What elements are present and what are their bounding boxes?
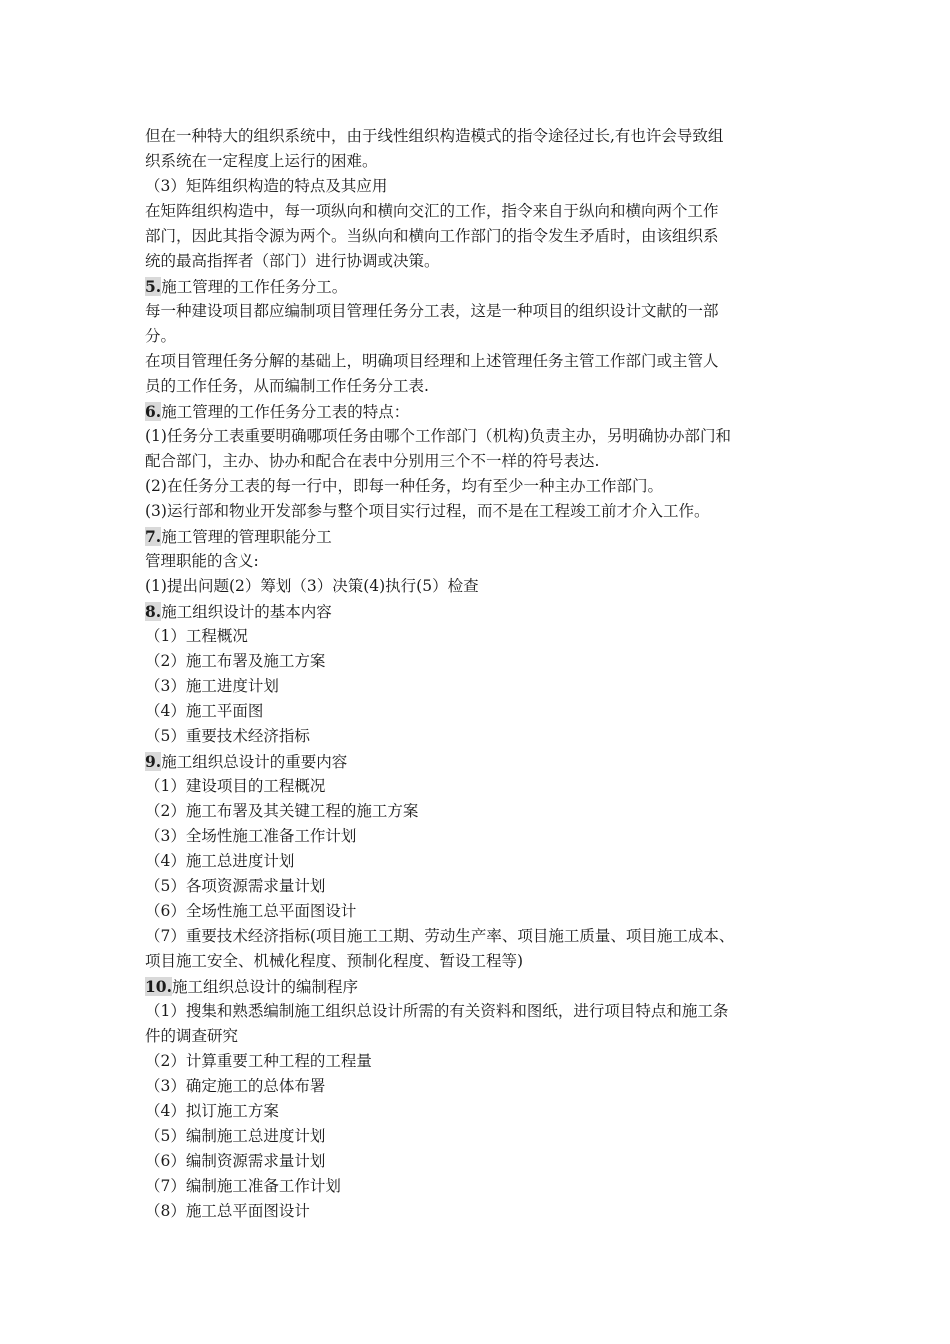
line-text: （5）各项资源需求量计划: [145, 877, 326, 895]
line-text: （6）编制资源需求量计划: [145, 1152, 326, 1170]
line-text: （7）编制施工准备工作计划: [145, 1177, 341, 1195]
section-heading: [145, 399, 825, 424]
line-text: 部门，因此其指令源为两个。当纵向和横向工作部门的指令发生矛盾时，由该组织系: [145, 227, 719, 245]
text-line: [145, 1074, 825, 1099]
section-heading: [145, 974, 825, 999]
line-text: 在项目管理任务分解的基础上，明确项目经理和上述管理任务主管工作部门或主管人: [145, 352, 719, 370]
section-number: 5.: [145, 277, 162, 296]
text-line: [145, 849, 825, 874]
line-text: (3)运行部和物业开发部参与整个项目实行过程，而不是在工程竣工前才介入工作。: [145, 502, 710, 520]
text-line: [145, 899, 825, 924]
text-line: [145, 874, 825, 899]
line-text: 施工管理的管理职能分工: [161, 528, 332, 546]
line-text: （8）施工总平面图设计: [145, 1202, 310, 1220]
text-line: [145, 1199, 825, 1224]
text-line: [145, 149, 825, 174]
line-text: 每一种建设项目都应编制项目管理任务分工表，这是一种项目的组织设计文献的一部: [145, 302, 719, 320]
line-text: 在矩阵组织构造中，每一项纵向和横向交汇的工作，指令来自于纵向和横向两个工作: [145, 202, 719, 220]
text-line: [145, 474, 825, 499]
text-line: [145, 1049, 825, 1074]
line-text: 管理职能的含义:: [145, 552, 259, 570]
text-line: [145, 649, 825, 674]
line-text: （2）施工布署及施工方案: [145, 652, 326, 670]
line-text: （1）工程概况: [145, 627, 248, 645]
text-line: [145, 699, 825, 724]
section-number: 7.: [145, 527, 162, 546]
text-line: [145, 349, 825, 374]
line-text: 施工管理的工作任务分工表的特点：: [161, 403, 410, 421]
text-line: [145, 799, 825, 824]
section-heading: [145, 599, 825, 624]
line-text: 项目施工安全、机械化程度、预制化程度、暂设工程等): [145, 952, 524, 970]
line-text: 施工组织设计的基本内容: [161, 603, 332, 621]
text-line: [145, 424, 825, 449]
line-text: (1)提出问题(2）筹划（3）决策(4)执行(5）检查: [145, 577, 479, 595]
line-text: 件的调查研究: [145, 1027, 239, 1045]
line-text: (2)在任务分工表的每一行中，即每一种任务，均有至少一种主办工作部门。: [145, 477, 663, 495]
document-body: [145, 124, 825, 1224]
line-text: 织系统在一定程度上运行的困难。: [145, 152, 378, 170]
text-line: [145, 124, 825, 149]
section-heading: [145, 749, 825, 774]
text-line: [145, 199, 825, 224]
text-line: [145, 299, 825, 324]
section-number: 8.: [145, 602, 162, 621]
section-heading: [145, 524, 825, 549]
line-text: （6）全场性施工总平面图设计: [145, 902, 357, 920]
text-line: [145, 1124, 825, 1149]
line-text: 但在一种特大的组织系统中，由于线性组织构造模式的指令途径过长,有也许会导致组: [145, 127, 724, 145]
line-text: （5）重要技术经济指标: [145, 727, 310, 745]
text-line: [145, 949, 825, 974]
line-text: 统的最高指挥者（部门）进行协调或决策。: [145, 252, 440, 270]
text-line: [145, 924, 825, 949]
line-text: （1）搜集和熟悉编制施工组织总设计所需的有关资料和图纸，进行项目特点和施工条: [145, 1002, 729, 1020]
line-text: （3）全场性施工准备工作计划: [145, 827, 357, 845]
text-line: [145, 174, 825, 199]
text-line: [145, 449, 825, 474]
text-line: [145, 724, 825, 749]
text-line: [145, 574, 825, 599]
section-number: 9.: [145, 752, 162, 771]
line-text: 施工组织总设计的编制程序: [171, 978, 358, 996]
line-text: （7）重要技术经济指标(项目施工工期、劳动生产率、项目施工质量、项目施工成本、: [145, 927, 735, 945]
text-line: [145, 824, 825, 849]
line-text: （2）计算重要工种工程的工程量: [145, 1052, 372, 1070]
line-text: (1)任务分工表重要明确哪项任务由哪个工作部门（机构)负责主办，另明确协办部门和: [145, 427, 732, 445]
line-text: （4）拟订施工方案: [145, 1102, 279, 1120]
text-line: [145, 499, 825, 524]
text-line: [145, 999, 825, 1024]
line-text: （3）确定施工的总体布署: [145, 1077, 326, 1095]
text-line: [145, 324, 825, 349]
text-line: [145, 1174, 825, 1199]
line-text: （2）施工布署及其关键工程的施工方案: [145, 802, 419, 820]
text-line: [145, 374, 825, 399]
text-line: [145, 549, 825, 574]
line-text: 施工管理的工作任务分工。: [161, 278, 348, 296]
line-text: （5）编制施工总进度计划: [145, 1127, 326, 1145]
line-text: （4）施工总进度计划: [145, 852, 295, 870]
line-text: 员的工作任务，从而编制工作任务分工表.: [145, 377, 429, 395]
line-text: 配合部门，主办、协办和配合在表中分别用三个不一样的符号表达.: [145, 452, 600, 470]
line-text: （3）施工进度计划: [145, 677, 279, 695]
line-text: 分。: [145, 327, 177, 345]
text-line: [145, 674, 825, 699]
line-text: （1）建设项目的工程概况: [145, 777, 326, 795]
text-line: [145, 224, 825, 249]
text-line: [145, 624, 825, 649]
section-number: 6.: [145, 402, 162, 421]
text-line: [145, 774, 825, 799]
text-line: [145, 1149, 825, 1174]
section-number: 10.: [145, 977, 172, 996]
line-text: （3）矩阵组织构造的特点及其应用: [145, 177, 388, 195]
text-line: [145, 1099, 825, 1124]
line-text: 施工组织总设计的重要内容: [161, 753, 348, 771]
line-text: （4）施工平面图: [145, 702, 264, 720]
text-line: [145, 1024, 825, 1049]
section-heading: [145, 274, 825, 299]
text-line: [145, 249, 825, 274]
